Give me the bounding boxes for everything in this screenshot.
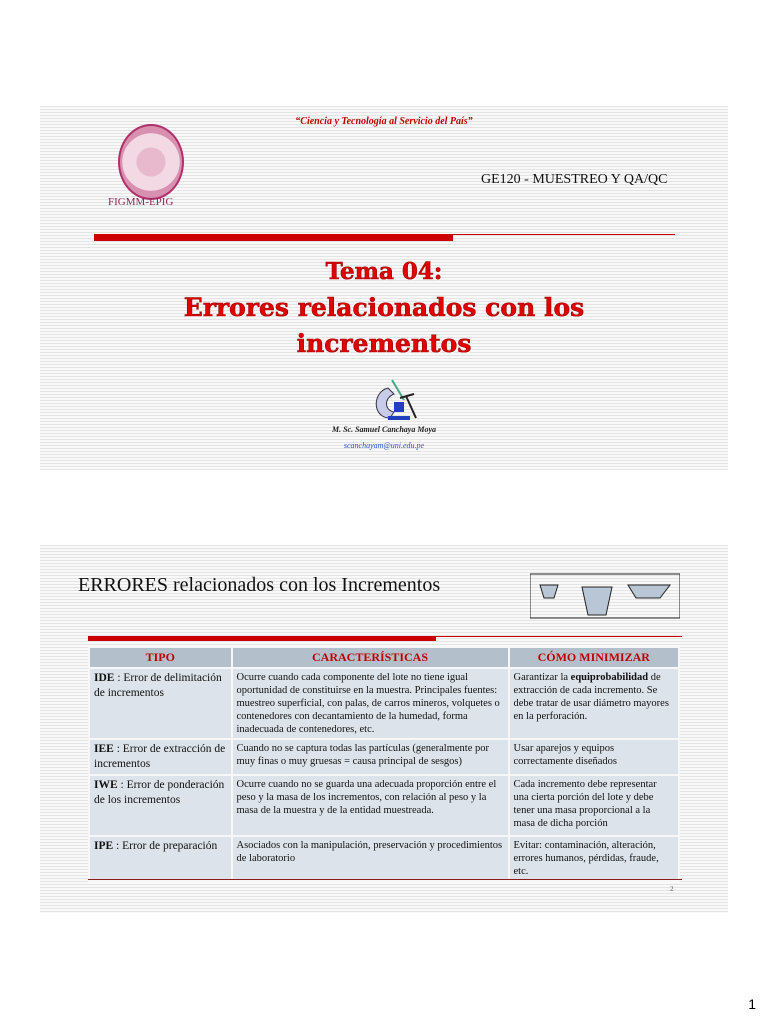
minimize-cell	[509, 668, 679, 739]
error-type: : Error de delimitación de incrementos	[94, 672, 222, 699]
error-code: IEE	[94, 743, 114, 755]
author-email[interactable]: scanchayam@uni.edu.pe	[343, 441, 425, 450]
type-cell	[89, 836, 232, 881]
characteristics-cell: Asociados con la manipulación, preservación y procedimientos de laboratorio	[232, 836, 509, 881]
characteristics-cell: Cuando no se captura todas las partículas (generalmente por muy finas o muy gruesas = causa principal de sesgos)	[232, 739, 509, 775]
slide-title	[40, 290, 728, 362]
type-cell	[89, 739, 232, 775]
page-number: 1	[748, 996, 756, 1012]
table-row	[89, 775, 679, 836]
error-code: IWE	[94, 779, 118, 791]
table-header-row	[89, 647, 679, 668]
column-header-tipo: TIPO	[89, 647, 232, 668]
error-type: : Error de extracción de incrementos	[94, 743, 226, 770]
characteristics-cell: Ocurre cuando cada componente del lote no tiene igual oportunidad de constituirse en la muestra. Principales fuentes: muestreo superficial, con palas, de carros mineros, volquetes o contenedores con decantamiento de la humedad, forma inadecuada de contenedores, etc.	[232, 668, 509, 739]
column-header-como-minimizar: CÓMO MINIMIZAR	[509, 647, 679, 668]
errors-table	[88, 646, 680, 882]
error-type: : Error de preparación	[113, 840, 218, 852]
university-seal-logo	[118, 124, 184, 200]
error-code: IPE	[94, 840, 114, 852]
type-cell	[89, 775, 232, 836]
increment-diagram-icon	[530, 565, 680, 619]
minimize-emphasis: equiprobabilidad	[570, 672, 649, 683]
minimize-cell: Evitar: contaminación, alteración, errores humanos, pérdidas, fraude, etc.	[509, 836, 679, 881]
slide-number: 2	[670, 885, 674, 893]
title-line: incrementos	[296, 329, 472, 358]
slide-2	[40, 545, 728, 913]
characteristics-cell: Ocurre cuando no se guarda una adecuada proporción entre el peso y la masa de los incrementos, con relación al peso y la masa de la muestra y de la entidad muestreada.	[232, 775, 509, 836]
minimize-text: Garantizar la	[513, 672, 571, 683]
title-line: Errores relacionados con los	[183, 293, 585, 322]
error-code: IDE	[94, 672, 115, 684]
divider-thin	[436, 636, 682, 637]
motto: “Ciencia y Tecnología al Servicio del País”	[295, 116, 473, 127]
divider-thick	[94, 234, 453, 241]
slide-1	[40, 106, 728, 470]
faculty-label: FIGMM-EPIG	[108, 196, 174, 208]
error-type: : Error de ponderación de los incrementos	[94, 779, 225, 806]
divider-thin	[453, 234, 675, 235]
minimize-cell: Usar aparejos y equipos correctamente diseñados	[509, 739, 679, 775]
course-label: GE120 - MUESTREO Y QA/QC	[481, 172, 668, 187]
table-row	[89, 668, 679, 739]
table-row	[89, 836, 679, 881]
type-cell	[89, 668, 232, 739]
topic-number: Tema 04:	[325, 258, 443, 285]
minimize-text: de extracción de cada incremento. Se debe tratar de usar diámetro mayores en la perforación.	[513, 672, 669, 722]
minimize-cell: Cada incremento debe representar una cierta porción del lote y debe tener una masa proporcional a la masa de dicha porción	[509, 775, 679, 836]
geology-logo-icon	[370, 378, 422, 422]
footer-line	[88, 879, 682, 880]
table-row	[89, 739, 679, 775]
author-name: M. Sc. Samuel Canchaya Moya	[331, 425, 436, 434]
column-header-caracteristicas: CARACTERÍSTICAS	[232, 647, 509, 668]
slide-title: ERRORES relacionados con los Incrementos	[78, 574, 441, 596]
divider-thick	[88, 636, 436, 641]
